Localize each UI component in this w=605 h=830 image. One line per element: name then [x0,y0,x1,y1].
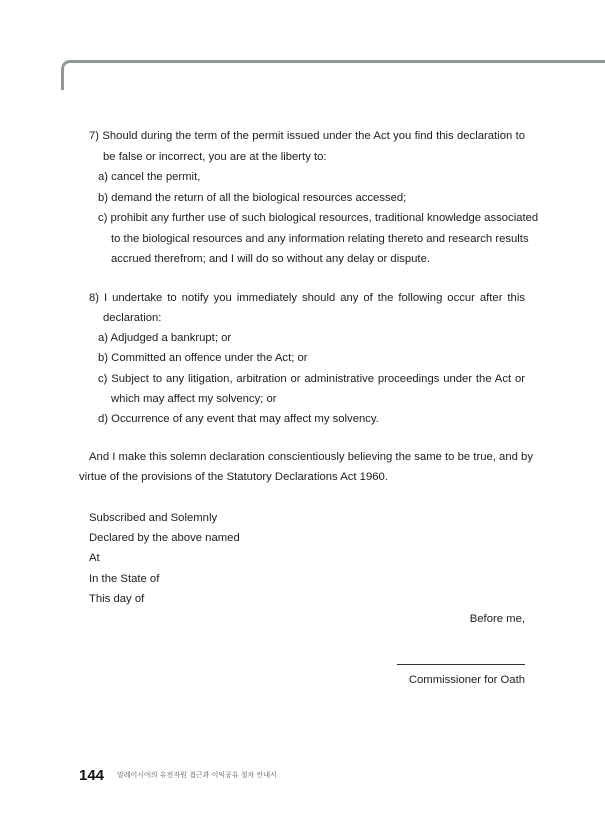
p8-item-c-line-2: which may affect my solvency; or [111,393,277,405]
page-number: 144 [79,767,105,784]
p8-item-a: a) Adjudged a bankrupt; or [98,332,232,344]
solemn-line-2: virtue of the provisions of the Statutory Declarations Act 1960. [79,471,388,483]
p7-line-1: 7) Should during the term of the permit issued under the Act you find this declaration to [89,130,525,142]
p7-item-b: b) demand the return of all the biological resources accessed; [98,192,407,204]
p7-item-c-line-3: accrued therefrom; and I will do so without any delay or dispute. [111,253,430,265]
p8-line-2: declaration: [103,312,162,324]
signature-line [397,664,525,665]
declared-line: Declared by the above named [89,532,240,544]
book-title: 말레이시아의 유전자원 접근과 이익공유 절차 안내서 [117,771,277,779]
subscribed-line: Subscribed and Solemnly [89,512,218,524]
p8-line-1: 8) I undertake to notify you immediately should any of the following occur after this [89,292,525,304]
before-me-label: Before me, [469,613,525,625]
state-line: In the State of [89,573,160,585]
commissioner-label: Commissioner for Oath [408,674,525,686]
corner-bracket-decoration [61,60,605,90]
p8-item-c-line-1: c) Subject to any litigation, arbitration or administrative proceedings under the Act or [98,373,525,385]
solemn-line-1: And I make this solemn declaration conscientiously believing the same to be true, and by [89,451,533,463]
p8-item-d: d) Occurrence of any event that may affect my solvency. [98,413,379,425]
p7-line-2: be false or incorrect, you are at the liberty to: [103,151,327,163]
at-line: At [89,552,100,564]
p7-item-a: a) cancel the permit, [98,171,201,183]
day-line: This day of [89,593,145,605]
p7-item-c-line-2: to the biological resources and any information relating thereto and research results [111,233,529,245]
p7-item-c-line-1: c) prohibit any further use of such biological resources, traditional knowledge associated [98,212,539,224]
p8-item-b: b) Committed an offence under the Act; or [98,352,308,364]
